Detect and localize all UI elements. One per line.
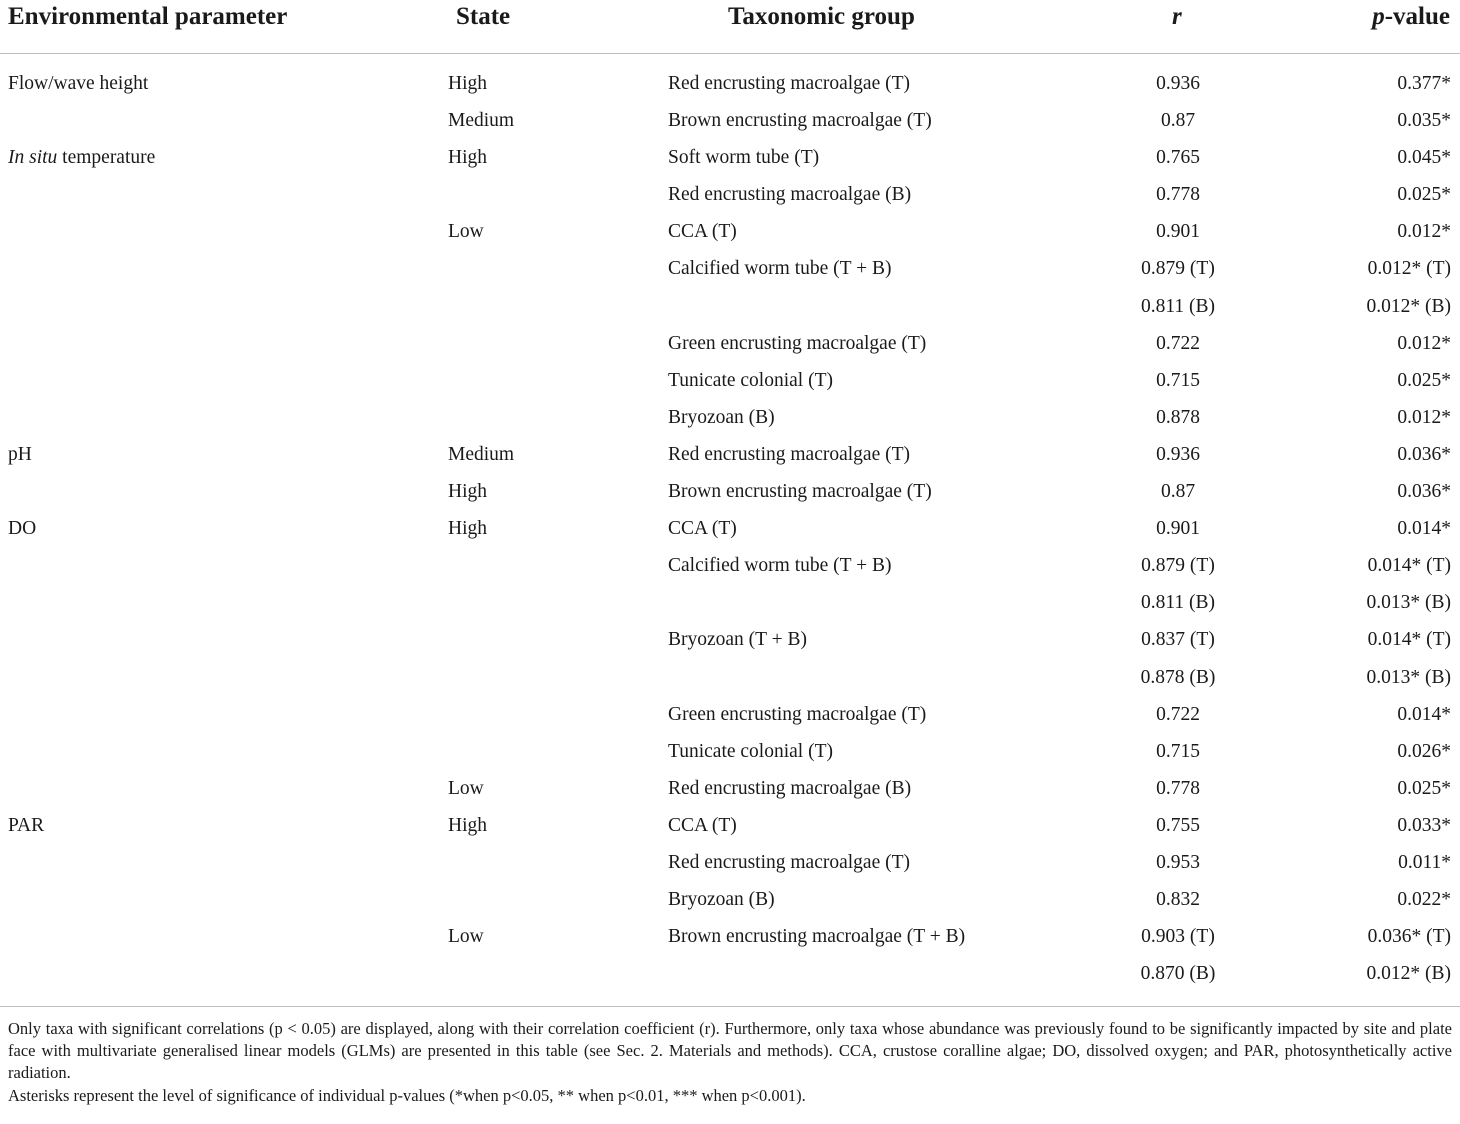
table-row: [0, 140, 1460, 177]
cell-p-value: 0.013* (B): [1366, 592, 1451, 614]
cell-parameter-italic: In situ: [8, 147, 58, 169]
cell-r: 0.936: [1156, 443, 1200, 465]
cell-p-value: 0.035*: [1397, 110, 1451, 132]
cell-p-value: 0.014* (T): [1367, 555, 1451, 577]
cell-p-value: 0.014*: [1397, 703, 1451, 725]
header-divider: [0, 53, 1460, 54]
cell-r: 0.837 (T): [1141, 629, 1215, 651]
header-p-value: [1372, 3, 1450, 31]
table-row: [0, 437, 1460, 474]
cell-taxonomic-group: CCA (T): [668, 221, 737, 243]
cell-r: 0.755: [1156, 814, 1200, 836]
cell-state: High: [448, 814, 487, 836]
cell-taxonomic-group: Bryozoan (T + B): [668, 629, 807, 651]
cell-r: 0.811 (B): [1140, 295, 1216, 317]
table-row: [0, 697, 1460, 734]
cell-r: 0.879 (T): [1141, 555, 1215, 577]
table-row: [0, 845, 1460, 882]
cell-r: 0.778: [1156, 777, 1200, 799]
header-p-italic: p: [1372, 3, 1385, 30]
table-row: [0, 103, 1460, 140]
cell-r: 0.715: [1156, 740, 1200, 762]
cell-p-value: 0.022*: [1397, 889, 1451, 911]
cell-taxonomic-group: Calcified worm tube (T + B): [668, 555, 892, 577]
footnote-text: Only taxa with significant correlations (p < 0.05) are displayed, along with their correlation coefficient (r). Furthermore, only taxa whose abundance was previously found to be significantly impacted by site and plate face with multivariate generalised linear models (GLMs) are presented in this table (see Sec. 2. Materials and methods). CCA, crustose coralline algae; DO, dissolved oxygen; and PAR, photosynthetically active radiation.: [8, 1019, 1452, 1083]
table-footnotes: [8, 1018, 1452, 1107]
cell-taxonomic-group: Soft worm tube (T): [668, 147, 820, 169]
cell-r: 0.878 (B): [1140, 666, 1216, 688]
cell-state: Medium: [448, 110, 515, 132]
cell-parameter-text: Flow/wave height: [8, 73, 149, 94]
table-row: [0, 660, 1460, 697]
cell-taxonomic-group: Brown encrusting macroalgae (T + B): [668, 926, 966, 948]
table-row: [0, 474, 1460, 511]
cell-parameter-text: pH: [8, 443, 32, 465]
table-row: [0, 326, 1460, 363]
table-row: [0, 585, 1460, 622]
table-header: [0, 0, 1460, 40]
cell-taxonomic-group: Tunicate colonial (T): [668, 740, 833, 762]
cell-taxonomic-group: Brown encrusting macroalgae (T): [668, 110, 932, 132]
table-body: [0, 66, 1460, 993]
cell-r: 0.870 (B): [1140, 963, 1216, 985]
cell-r: 0.936: [1156, 73, 1200, 94]
cell-environmental-parameter: [8, 147, 155, 169]
cell-p-value: 0.036*: [1397, 481, 1451, 503]
table-row: [0, 511, 1460, 548]
cell-state: High: [448, 481, 487, 503]
cell-state: High: [448, 73, 487, 94]
cell-p-value: 0.012*: [1397, 332, 1451, 354]
cell-r: 0.811 (B): [1140, 592, 1216, 614]
cell-taxonomic-group: Red encrusting macroalgae (B): [668, 184, 912, 206]
cell-p-value: 0.012* (T): [1367, 258, 1451, 280]
table-row: [0, 177, 1460, 214]
cell-taxonomic-group: Green encrusting macroalgae (T): [668, 703, 927, 725]
footnote-asterisks: Asterisks represent the level of significance of individual p-values (*when p<0.05, ** when p<0.01, *** when p<0.001).: [8, 1085, 806, 1105]
cell-state: Low: [448, 926, 484, 948]
cell-taxonomic-group: Bryozoan (B): [668, 889, 775, 911]
cell-p-value: 0.012* (B): [1366, 295, 1451, 317]
cell-p-value: 0.012* (B): [1366, 963, 1451, 985]
cell-r: 0.903 (T): [1141, 926, 1215, 948]
header-p-rest: -value: [1384, 3, 1450, 30]
cell-state: Low: [448, 221, 484, 243]
table-row: [0, 400, 1460, 437]
cell-p-value: 0.014* (T): [1367, 629, 1451, 651]
cell-taxonomic-group: Red encrusting macroalgae (B): [668, 777, 912, 799]
cell-parameter-text: PAR: [8, 814, 45, 836]
cell-p-value: 0.025*: [1397, 184, 1451, 206]
table-row: [0, 214, 1460, 251]
cell-p-value: 0.377*: [1397, 73, 1451, 94]
table-row: [0, 882, 1460, 919]
cell-environmental-parameter: [8, 444, 32, 466]
cell-taxonomic-group: Green encrusting macroalgae (T): [668, 332, 927, 354]
cell-taxonomic-group: Red encrusting macroalgae (T): [668, 73, 911, 94]
cell-r: 0.878: [1156, 406, 1200, 428]
cell-r: 0.87: [1160, 110, 1196, 132]
cell-state: High: [448, 147, 487, 169]
cell-p-value: 0.025*: [1397, 777, 1451, 799]
table-row: [0, 363, 1460, 400]
cell-r: 0.778: [1156, 184, 1200, 206]
table-row: [0, 919, 1460, 956]
cell-p-value: 0.013* (B): [1366, 666, 1451, 688]
table-row: [0, 622, 1460, 659]
cell-taxonomic-group: Red encrusting macroalgae (T): [668, 851, 911, 873]
cell-p-value: 0.025*: [1397, 369, 1451, 391]
cell-taxonomic-group: CCA (T): [668, 814, 737, 836]
table-row: [0, 66, 1460, 103]
table-row: [0, 956, 1460, 993]
cell-environmental-parameter: [8, 518, 36, 540]
cell-state: Low: [448, 777, 484, 799]
cell-p-value: 0.012*: [1397, 221, 1451, 243]
cell-p-value: 0.033*: [1397, 814, 1451, 836]
cell-p-value: 0.036* (T): [1367, 926, 1451, 948]
header-state: State: [456, 3, 511, 30]
cell-r: 0.715: [1156, 369, 1200, 391]
cell-r: 0.901: [1156, 518, 1200, 540]
cell-taxonomic-group: Calcified worm tube (T + B): [668, 258, 892, 280]
cell-p-value: 0.014*: [1397, 518, 1451, 540]
cell-environmental-parameter: [8, 73, 148, 95]
cell-state: High: [448, 518, 487, 540]
cell-r: 0.765: [1156, 147, 1200, 169]
header-taxonomic-group: Taxonomic group: [728, 3, 915, 30]
cell-r: 0.722: [1156, 703, 1200, 725]
cell-state: Medium: [448, 443, 515, 465]
cell-taxonomic-group: Brown encrusting macroalgae (T): [668, 481, 932, 503]
cell-p-value: 0.045*: [1397, 147, 1451, 169]
table-row: [0, 734, 1460, 771]
table-bottom-divider: [0, 1006, 1460, 1007]
cell-environmental-parameter: [8, 815, 44, 837]
table-row: [0, 289, 1460, 326]
cell-r: 0.87: [1160, 481, 1196, 503]
cell-r: 0.722: [1156, 332, 1200, 354]
cell-taxonomic-group: CCA (T): [668, 518, 737, 540]
cell-r: 0.953: [1156, 851, 1200, 873]
table-row: [0, 548, 1460, 585]
cell-taxonomic-group: Tunicate colonial (T): [668, 369, 833, 391]
cell-p-value: 0.011*: [1398, 851, 1451, 873]
cell-p-value: 0.012*: [1397, 406, 1451, 428]
table-row: [0, 251, 1460, 288]
cell-taxonomic-group: Red encrusting macroalgae (T): [668, 443, 911, 465]
table-row: [0, 808, 1460, 845]
cell-r: 0.832: [1156, 889, 1200, 911]
cell-parameter-text: temperature: [57, 147, 156, 169]
table-row: [0, 771, 1460, 808]
cell-p-value: 0.026*: [1397, 740, 1451, 762]
cell-r: 0.901: [1156, 221, 1200, 243]
cell-taxonomic-group: Bryozoan (B): [668, 406, 775, 428]
cell-parameter-text: DO: [8, 518, 37, 540]
header-environmental-parameter: Environmental parameter: [8, 3, 288, 30]
cell-r: 0.879 (T): [1141, 258, 1215, 280]
cell-p-value: 0.036*: [1397, 443, 1451, 465]
header-r: r: [1172, 3, 1182, 30]
